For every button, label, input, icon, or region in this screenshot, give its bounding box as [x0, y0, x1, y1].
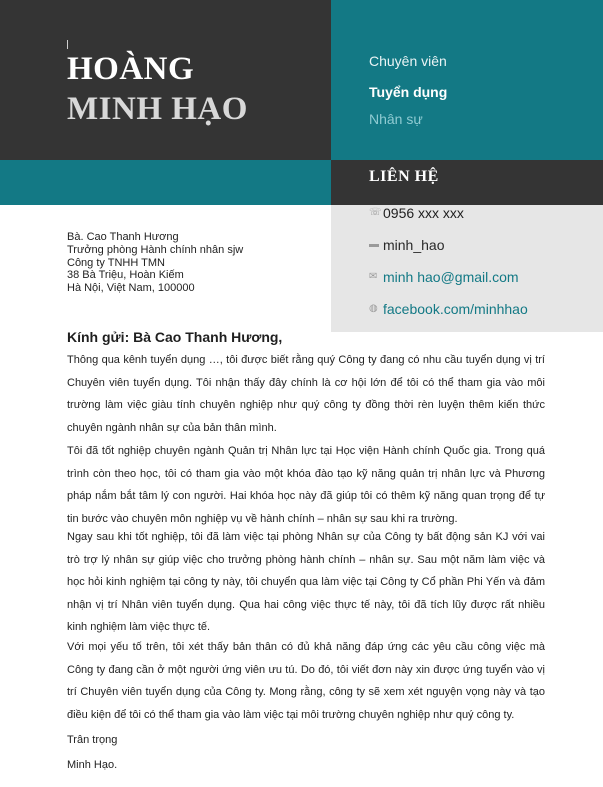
contact-phone-row — [369, 204, 464, 222]
job-title-line-1: Chuyên viên — [369, 53, 447, 69]
contact-website-row[interactable] — [369, 300, 528, 318]
globe-icon: ◍ — [369, 303, 378, 314]
accent-band — [0, 160, 331, 205]
letter-closing: Trân trọng — [67, 734, 118, 746]
phone-icon: ☏ — [369, 207, 382, 218]
contact-heading: LIÊN HỆ — [369, 168, 439, 185]
letter-signature: Minh Hạo. — [67, 759, 118, 771]
recipient-company: Công ty TNHH TMN — [67, 256, 166, 269]
chat-icon: ▬ — [369, 239, 379, 250]
contact-email-row[interactable] — [369, 268, 519, 286]
name-second-line: MINH HẠO — [67, 91, 248, 127]
contact-email-link[interactable]: minh hao@gmail.com — [383, 269, 519, 285]
letter-paragraph-1: Thông qua kênh tuyển dụng …, tôi được biết rằng quý Công ty đang có nhu cầu tuyển dụng vị trí Chuyên viên tuyển dụng. Tôi nhận thấy đây chính là cơ hội lớn để tôi có thể tham gia vào môi trường làm việc giàu tính chuyên nghiệp như quý công ty đồng thời rèn luyện thêm kiến thức chuyên ngành nhân sự của bản thân mình. — [67, 354, 545, 434]
title-header-block — [331, 0, 603, 160]
email-icon: ✉ — [369, 271, 378, 282]
job-title-line-3: Nhân sự — [369, 111, 423, 127]
contact-phone: 0956 xxx xxx — [383, 205, 464, 221]
letter-paragraph-3: Ngay sau khi tốt nghiệp, tôi đã làm việc tại phòng Nhân sự của Công ty bất động sản KJ với vai trò trợ lý nhân sự giúp việc cho trưởng phòng hành chính – nhân sự. Sau một năm làm việc và học hỏi kinh nghiệm tại công ty này, tôi chuyển qua làm việc tại Công ty Cổ phần Phi Yến và đảm nhận vị trí Nhân viên tuyển dụng. Qua hai công việc thực tế này, tôi đã tích lũy được rất nhiều kinh nghiệm làm việc thực tế. — [67, 531, 545, 634]
recipient-street: 38 Bà Triệu, Hoàn Kiếm — [67, 269, 184, 282]
contact-skype-row — [369, 236, 445, 254]
recipient-name: Bà. Cao Thanh Hương — [67, 231, 179, 243]
recipient-position: Trưởng phòng Hành chính nhân sjw — [67, 243, 244, 256]
recipient-address — [67, 231, 243, 295]
letter-paragraph-4: Với mọi yếu tố trên, tôi xét thấy bản thân có đủ khả năng đáp ứng các yêu cầu công việc mà Công ty đang cần ở một người ứng viên ưu tú. Do đó, tôi viết đơn này xin được ứng tuyển vào vị trí Chuyên viên tuyển dụng của Công ty. Mong rằng, công ty sẽ xem xét nguyện vọng này và tạo điều kiện để tôi có thể tham gia vào làm việc tại môi trường chuyên nghiệp như quý công ty. — [67, 641, 545, 721]
text-cursor-mark — [67, 40, 68, 49]
name-first-line: HOÀNG — [67, 51, 195, 87]
letter-paragraph-2: Tôi đã tốt nghiệp chuyên ngành Quản trị Nhân lực tại Học viện Hành chính Quốc gia. Trong quá trình còn theo học, tôi có tham gia vào một khóa đào tạo kỹ năng quản trị nhân lực và Phương pháp nắm bắt tâm lý con người. Hai khóa học này đã giúp tôi có thêm kỹ năng quan trọng để tự tin bước vào chuyên môn nghiệp vụ về hành chính – nhân sự sau khi ra trường. — [67, 445, 545, 525]
contact-skype: minh_hao — [383, 237, 445, 253]
job-title-line-2: Tuyển dụng — [369, 84, 448, 100]
contact-website-link[interactable]: facebook.com/minhhao — [383, 301, 528, 317]
letter-salutation: Kính gửi: Bà Cao Thanh Hương, — [67, 329, 283, 345]
recipient-city: Hà Nội, Việt Nam, 100000 — [67, 282, 195, 295]
